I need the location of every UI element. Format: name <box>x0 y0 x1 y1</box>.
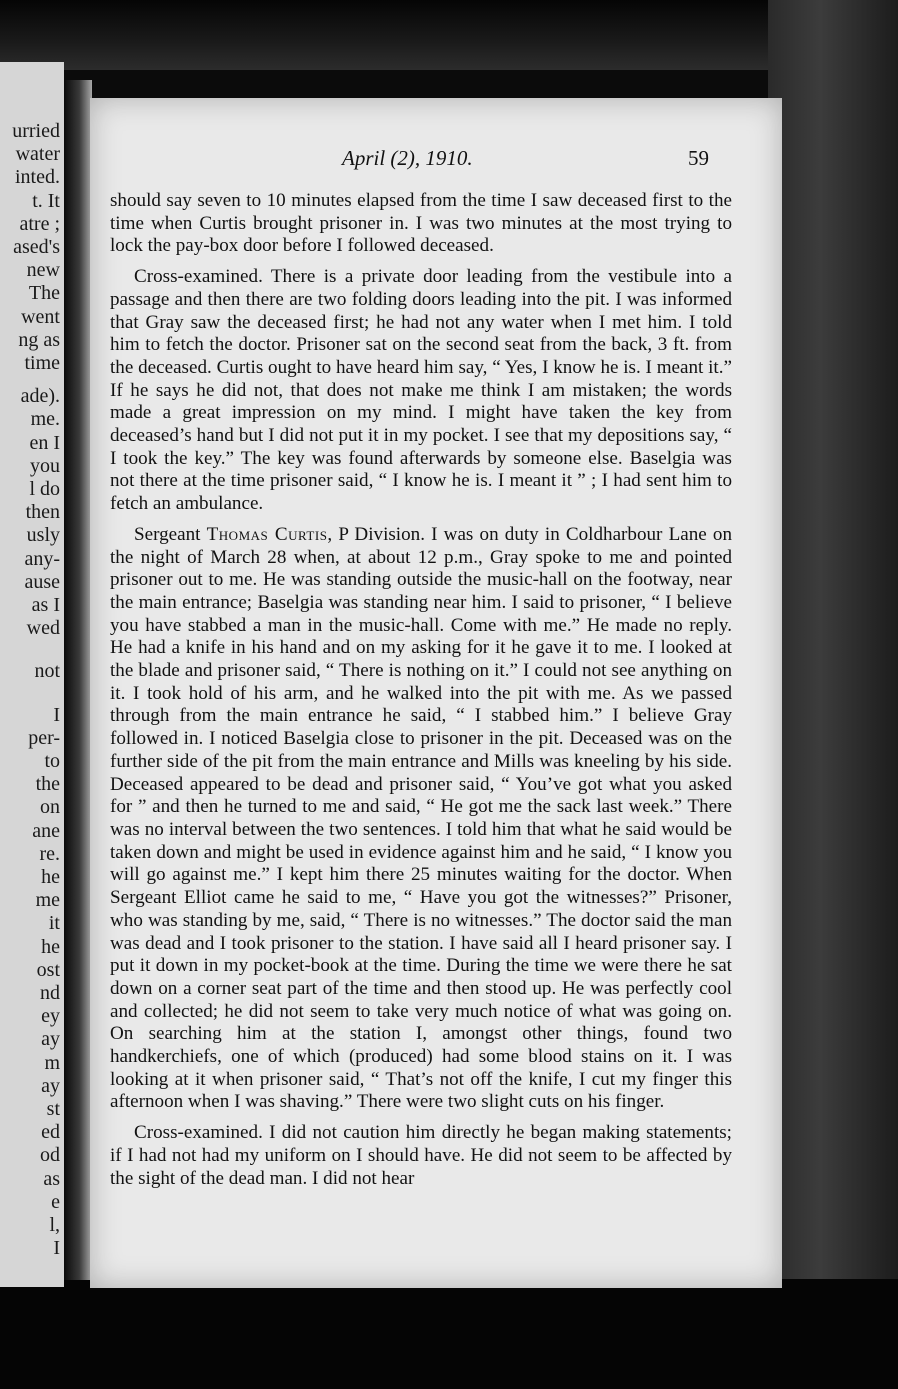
facing-page-text: ed <box>41 1121 60 1144</box>
facing-page-text: he <box>41 866 60 888</box>
facing-page-text: ay <box>41 1028 60 1051</box>
facing-page-text: ey <box>41 1005 60 1028</box>
facing-page-text: The <box>28 282 60 305</box>
facing-page-text: inted. <box>15 166 60 189</box>
facing-page-text: went <box>21 305 60 328</box>
facing-page-text: od <box>40 1144 60 1167</box>
facing-page-text: ased's <box>13 236 60 258</box>
facing-page-text: urried <box>12 120 60 142</box>
witness-name: Thomas Curtis <box>206 523 328 545</box>
facing-page-text: re. <box>39 842 60 865</box>
facing-page-text: ade). <box>20 385 60 408</box>
facing-page-text: new <box>26 259 60 282</box>
facing-page-text: water <box>15 143 60 166</box>
facing-page-fragment <box>0 62 64 1287</box>
page-number: 59 <box>688 146 709 170</box>
facing-page-text: st <box>46 1098 60 1120</box>
paragraph-text: Cross-examined. I did not caution him directly he began making statements; if I had not had my uniform on I should have. He did not seem to be affected by the sight of the dead man. I did not hear <box>110 1122 732 1189</box>
paragraph-cross-examined <box>110 266 732 516</box>
scanner-background-top <box>0 0 898 70</box>
facing-page-text: ause <box>24 570 60 593</box>
facing-page-text: per- <box>28 726 60 749</box>
facing-page-text: ost <box>36 958 60 981</box>
facing-page-text: time <box>24 352 60 374</box>
book-page <box>90 98 782 1288</box>
facing-page-text: it <box>48 912 60 935</box>
facing-page-text: atre ; <box>19 212 60 235</box>
paragraph-continuation <box>110 190 732 258</box>
facing-page-text: not <box>34 660 60 683</box>
body-text <box>110 190 732 1190</box>
facing-page-text: to <box>44 750 60 772</box>
facing-page-text: ay <box>41 1074 60 1097</box>
facing-page-text: ng as <box>18 328 60 351</box>
facing-page-text: you <box>30 454 60 477</box>
facing-page-text: on <box>40 796 60 819</box>
facing-page-text: t. It <box>32 189 60 212</box>
facing-page-text: ane <box>32 819 60 842</box>
facing-page-text: I <box>53 1237 60 1260</box>
facing-page-text: en I <box>29 431 60 454</box>
facing-page-text: nd <box>40 982 60 1004</box>
facing-page-text: the <box>35 773 60 796</box>
facing-page-text: then <box>25 501 60 524</box>
paragraph-cross-examined-2 <box>110 1122 732 1190</box>
facing-page-text: I <box>53 703 60 726</box>
facing-page-text: as <box>43 1167 60 1190</box>
facing-page-text: as I <box>31 594 60 616</box>
facing-page-text: m <box>44 1051 60 1074</box>
header-date: April (2), 1910. <box>342 146 473 170</box>
book-gutter <box>64 80 92 1280</box>
facing-page-text: me <box>35 889 60 912</box>
facing-page-text: l do <box>29 478 60 500</box>
paragraph-text: , P Division. I was on duty in Coldharbour Lane on the night of March 28 when, at about 12 p.m., Gray spoke to me and pointed prisoner out to me. He was standing outside the music-hall on the footway, near the main entrance; Baselgia was standing near him. I said to prisoner, “ I believe you have stabbed a man in the music-hall. Come with me.” He made no reply. He had a knife in his hand and on my asking for it he gave it to me. I looked at the blade and prisoner said, “ There is nothing on it.” I could not see anything on it. I took hold of his arm, and he walked into the pit with me. As we passed through from the main entrance he said, “ I stabbed him.” I believe Gray followed in. I noticed Baselgia close to prisoner in the pit. Deceased was on the further side of the pit from the main entrance and Mills was kneeling by his side. Deceased appeared to be dead and prisoner said, “ You’ve got what you asked for ” and then he turned to me and said, “ He got me the sack last week.” There was no interval between the two sentences. I told him that what he said would be taken down and might be used in evidence against him and he said, “ I know you will go against me.” I kept him there 25 minutes waiting for the doctor. When Sergeant Elliot came he said to me, “ Have you got the witnesses?” Prisoner, who was standing by me, said, “ There is no witnesses.” The doctor said the man was dead and I took prisoner to the station. I have said all I heard prisoner say. I put it down in my pocket-book at the time. During the time we were there he sat down on a corner seat part of the time and then stood up. He was perfectly cool and collected; he did not seem to take very much notice of what was going on. On searching him at the station I, amongst other things, found two handkerchiefs, one of which (produced) had some blood stains on it. I was looking at it when prisoner said, “ That’s not off the knife, I cut my finger this afternoon when I was shaving.” There were two slight cuts on his finger. <box>110 523 732 1113</box>
facing-page-text: me. <box>30 408 60 431</box>
facing-page-text: wed <box>26 617 60 640</box>
facing-page-text: l, <box>49 1214 60 1236</box>
paragraph-text: should say seven to 10 minutes elapsed from the time I saw deceased first to the time when Curtis brought prisoner in. I was two minutes at the most trying to lock the pay-box door before I followed deceased. <box>110 190 732 257</box>
paragraph-text: Cross-examined. There is a private door leading from the vestibule into a passage and then there are two folding doors leading into the pit. I was informed that Gray saw the deceased first; he had not any water when I met him. I told him to fetch the doctor. Prisoner sat on the second seat from the back, 3 ft. from the deceased. Curtis ought to have heard him say, “ Yes, I know he is. I meant it.” If he says he did not, that does not make me think I am mistaken; the words made a great impression on my mind. I might have taken the key from deceased’s hand but I did not put it in my pocket. I see that my depositions say, “ I took the key.” The key was found afterwards by someone else. Baselgia was not there at the time prisoner said, “ I know he is. I meant it ” ; I had sent him to fetch an ambulance. <box>110 266 732 515</box>
facing-page-text: usly <box>26 524 60 547</box>
scanner-background-right <box>768 0 898 1389</box>
paragraph-testimony-curtis <box>110 524 732 1114</box>
facing-page-text: any- <box>24 547 60 570</box>
running-header <box>90 146 782 176</box>
paragraph-lead: Sergeant <box>134 523 207 545</box>
facing-page-text: e <box>51 1190 60 1213</box>
scanner-background-bottom <box>0 1279 898 1389</box>
facing-page-text: he <box>41 935 60 958</box>
